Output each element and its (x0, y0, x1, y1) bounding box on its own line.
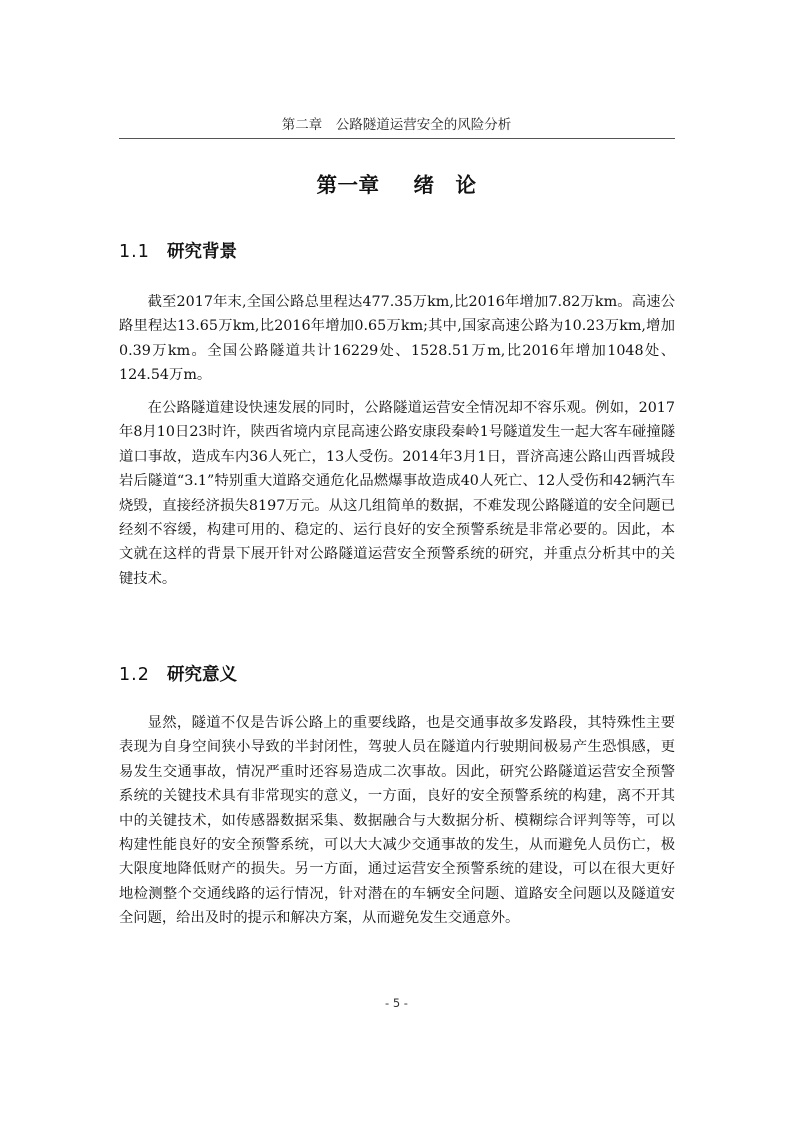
header-divider (119, 138, 675, 139)
running-header: 第二章 公路隧道运营安全的风险分析 (281, 117, 512, 133)
section-title: 研究背景 (167, 242, 237, 262)
section-heading-1-1 (119, 238, 237, 263)
chapter-name: 绪 论 (413, 173, 477, 197)
chapter-label: 第一章 (316, 173, 380, 197)
section-title: 研究意义 (167, 665, 237, 685)
chapter-title (0, 168, 793, 198)
paragraph: 显然，隧道不仅是告诉公路上的重要线路，也是交通事故多发路段，其特殊性主要表现为自身空间狭小导致的半封闭性，驾驶人员在隧道内行驶期间极易产生恐惧感，更易发生交通事故，情况严重时还容易造成二次事故。因此，研究公路隧道运营安全预警系统的关键技术具有非常现实的意义，一方面，良好的安全预警系统的构建，离不开其中的关键技术，如传感器数据采集、数据融合与大数据分析、模糊综合评判等等，可以构建性能良好的安全预警系统，可以大大减少交通事故的发生，从而避免人员伤亡，极大限度地降低财产的损失。另一方面，通过运营安全预警系统的建设，可以在很大更好地检测整个交通线路的运行情况，针对潜在的车辆安全问题、道路安全问题以及隧道安全问题，给出及时的提示和解决方案，从而避免发生交通意外。 (119, 715, 675, 927)
paragraph: 截至2017年末,全国公路总里程达477.35万km,比2016年增加7.82万km。高速公路里程达13.65万km,比2016年增加0.65万km;其中,国家高速公路为10.23万km,增加0.39万km。全国公路隧道共计16229处、1528.51万m,比2016年增加1048处、124.54万m。 (119, 294, 675, 384)
section-number: 1.2 (119, 665, 150, 685)
section-number: 1.1 (119, 242, 150, 262)
page-number: - 5 - (385, 996, 408, 1010)
section-heading-1-2 (119, 661, 237, 686)
paragraph: 在公路隧道建设快速发展的同时，公路隧道运营安全情况却不容乐观。例如，2017年8月10日23时许，陕西省境内京昆高速公路安康段秦岭1号隧道发生一起大客车碰撞隧道口事故，造成车内36人死亡，13人受伤。2014年3月1日，晋济高速公路山西晋城段岩后隧道“3.1”特别重大道路交通危化品燃爆事故造成40人死亡、12人受伤和42辆汽车烧毁，直接经济损失8197万元。从这几组简单的数据，不难发现公路隧道的安全问题已经刻不容缓，构建可用的、稳定的、运行良好的安全预警系统是非常必要的。因此，本文就在这样的背景下展开针对公路隧道运营安全预警系统的研究，并重点分析其中的关键技术。 (119, 400, 675, 587)
